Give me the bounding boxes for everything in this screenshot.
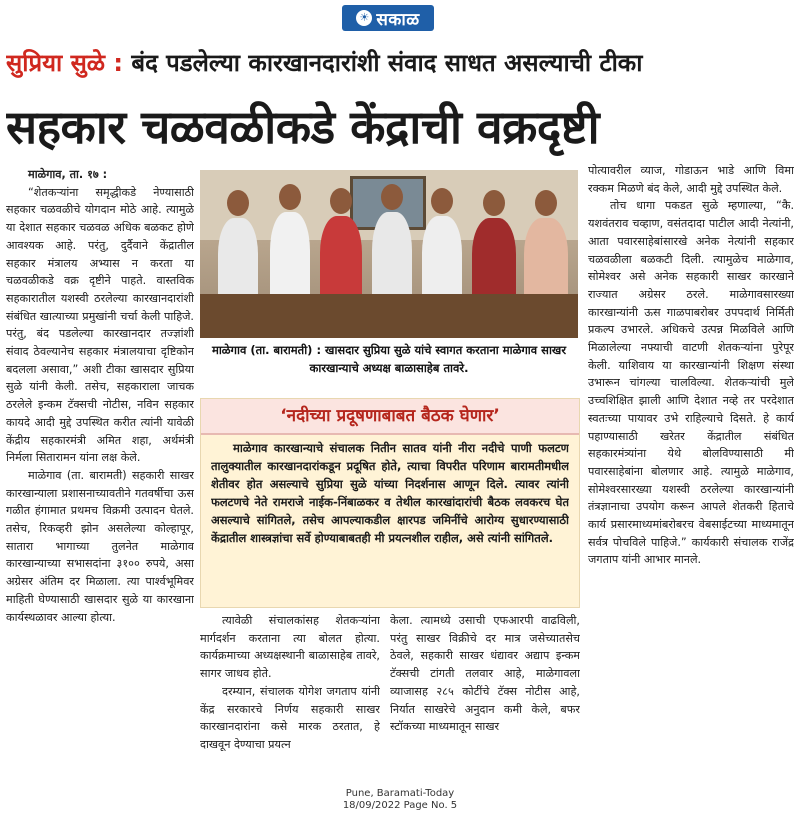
- sidebar-box: [200, 398, 580, 608]
- kicker-line: [6, 46, 796, 80]
- photo-person-head: [330, 188, 352, 214]
- paragraph: दरम्यान, संचालक योगेश जगताप यांनी केंद्र सरकारचे निर्णय सहकारी साखर कारखानदारांना कसे मारक ठरतात, हे दाखवून देण्याचा प्रयत्न: [200, 684, 380, 751]
- page-footer: [0, 788, 800, 812]
- photo-person-head: [431, 188, 453, 214]
- footer-edition: Pune, Baramati-Today: [345, 788, 455, 799]
- sidebar-box-body: माळेगाव कारखान्याचे संचालक नितीन सातव यांनी नीरा नदीचे पाणी फलटण तालुक्यातील कारखानदारांकडून प्रदूषित होते, त्याचा विपरीत परिणाम बारामतीमधील शेतीवर होत असल्याचे सुप्रिया सुळे यांच्या निदर्शनास आणून दिले. त्यावर त्यांनी फलटणचे नेते रामराजे नाईक-निंबाळकर व तेथील कारखांदारांची बैठक लवकरच घेत असल्याचे सांगितले, तसेच आपल्याकडील क्षारपड जमिनींचे आरोग्य सुधारण्यासाठी केंद्रातील शास्त्रज्ञांचा सर्वे होण्याबाबतही मी प्रयत्नशील राहील, असे त्यांनी सांगितले.: [211, 441, 569, 545]
- article-column-right: [588, 162, 794, 782]
- sun-logo-icon: ☀: [356, 10, 372, 26]
- dateline: माळेगाव, ता. १७ :: [28, 168, 108, 181]
- masthead-name: सकाळ: [376, 9, 420, 30]
- photo-person-head: [227, 190, 249, 216]
- sidebar-box-title: ‘नदीच्या प्रदूषणाबाबत बैठक घेणार’: [201, 399, 579, 435]
- paragraph: माळेगाव (ता. बारामती) सहकारी साखर कारखान्याला प्रशासनाच्यावतीने गतवर्षीचा ऊस गळीत हंगामात प्रथमच विक्रमी उत्पादन घेतले. तसेच, रिकव्हरी झोन असलेल्या कोल्हापूर, सातारा भागाच्या तुलनेत माळेगाव कारखान्याच्या सभासदांना ३१०० रुपये, असा अग्रेसर अंतिम दर मिळाला. त्या पार्श्वभूमिवर माहिती घेण्यासाठी खासदार सुळे या कारखाना कार्यस्थळावर आल्या होत्या.: [6, 468, 194, 624]
- kicker-speaker: सुप्रिया सुळे :: [6, 49, 124, 77]
- article-column-mid-2: [390, 612, 580, 782]
- paragraph: तोच धागा पकडत सुळे म्हणाल्या, “कै. यशवंतराव चव्हाण, वसंतदादा पाटील आदी नेत्यांनी, आता पवारसाहेबांसारखे अनेक नेत्यांनी सहकार चळवळीला बळकटी दिली. त्यामुळेच माळेगाव, सोमेश्वर असे अनेक सहकारी साखर कारखाने राज्यात अग्रेसर ठरले. माळेगावसारख्या कारखान्यांनी ऊस गाळपाबरोबर उपपदार्थ निर्मिती प्रकल्प उभारले. अधिकचे उत्पन्न मिळविले आणि मिळालेल्या नफ्याची वाटणी शेतकऱ्यांना पुरेपूर केली. याशिवाय या कारखान्यांनी शिक्षण संस्था उभारून चांगल्या चालविल्या. शेतकऱ्यांची मुले उच्चशिक्षित झाली आणि देशात नव्हे तर परदेशात स्वतःच्या पायावर उभे राहिल्याचे दिसते. हे कार्य पहाण्यासाठी खरेतर केंद्रातील संबंधित सहकारमंत्र्यांना येथे बोलविण्यासाठी मी पवारसाहेबांना बोलणार आहे. त्यामुळे माळेगाव, सोमेश्वरसारख्या यशस्वी ठरलेल्या कारखान्यांनी तंत्रज्ञानाचा उपयोग करून आपले शेतकरी हिताचे कार्य प्रसारमाध्यमांबरोबरच वेबसाईटच्या माध्यमातून सर्वत्र पोचविले पाहिजे.” कार्यकारी संचालक राजेंद्र जगताप यांनी आभार मानले.: [588, 199, 794, 567]
- paragraph: “शेतकऱ्यांना समृद्धीकडे नेण्यासाठी सहकार चळवळीचे योगदान मोठे आहे. त्यामुळे या देशात सहकार चळवळ अधिक बळकट होणे आवश्यक आहे. परंतु, दुर्दैवाने केंद्रातील सहकार मंत्रालय अभ्यास न करता या चळवळीकडे वक्र दृष्टीने पाहते. वास्तविक सहकारातील यशस्वी ठरलेल्या कारखानदारांशी संबंधित खात्याच्या प्रमुखांनी चर्चा केली पाहिजे. परंतु, बंद पडलेल्या कारखानदार तज्ज्ञांशी संवाद ठेवल्यानेच सहकार मंत्रालयाचा दृष्टिकोन बदलला असावा,” अशी टीका खासदार सुप्रिया सुळे यांनी केली. तसेच, सहकाराला जाचक ठरलेले इन्कम टॅक्सची नोटीस, नविन सहकार कायदे आदी मुद्दे उपस्थित करीत त्यांनी यावेळी केंद्रीय सहकारमंत्री अमित शहा, अर्थमंत्री निर्मला सितारामन यांना लक्ष केले.: [6, 185, 194, 465]
- masthead-logo: [342, 5, 434, 31]
- headline: सहकार चळवळीकडे केंद्राची वक्रदृष्टी: [6, 100, 600, 154]
- photo-person-head: [535, 190, 557, 216]
- photo-table: [200, 294, 578, 338]
- photo-caption: माळेगाव (ता. बारामती) : खासदार सुप्रिया सुळे यांचे स्वागत करताना माळेगाव साखर कारखान्याचे अध्यक्ष बाळासाहेब तावरे.: [211, 343, 567, 375]
- article-column-left: [6, 166, 194, 782]
- photo-person-head: [279, 184, 301, 210]
- news-photo: [200, 170, 578, 338]
- paragraph: केला. त्यामध्ये उसाची एफआरपी वाढविली, परंतु साखर विक्रीचे दर मात्र जसेच्यातसेच ठेवले, सहकारी साखर धंद्यावर अद्याप इन्कम टॅक्सची टांगती तलवार आहे, माळेगावला व्याजासह २८५ कोटींचे टॅक्स नोटीस आहे, निर्यात साखरेचे अनुदान कमी केले, बफर स्टॉकच्या माध्यमातून साखर: [390, 614, 580, 734]
- kicker-text: बंद पडलेल्या कारखानदारांशी संवाद साधत असल्याची टीका: [131, 49, 643, 77]
- paragraph: त्यावेळी संचालकांसह शेतकऱ्यांना मार्गदर्शन करताना त्या बोलत होत्या. कार्यक्रमाच्या अध्यक्षस्थानी बाळासाहेब तावरे, सागर जाधव होते.: [200, 614, 380, 681]
- footer-date-page: 18/09/2022 Page No. 5: [342, 800, 458, 811]
- article-column-mid-1: [200, 612, 380, 782]
- photo-person-head: [483, 190, 505, 216]
- paragraph: पोत्यावरील व्याज, गोडाऊन भाडे आणि विमा रक्कम मिळणे बंद केले, आदी मुद्दे उपस्थित केले.: [588, 164, 794, 195]
- photo-person-head: [381, 184, 403, 210]
